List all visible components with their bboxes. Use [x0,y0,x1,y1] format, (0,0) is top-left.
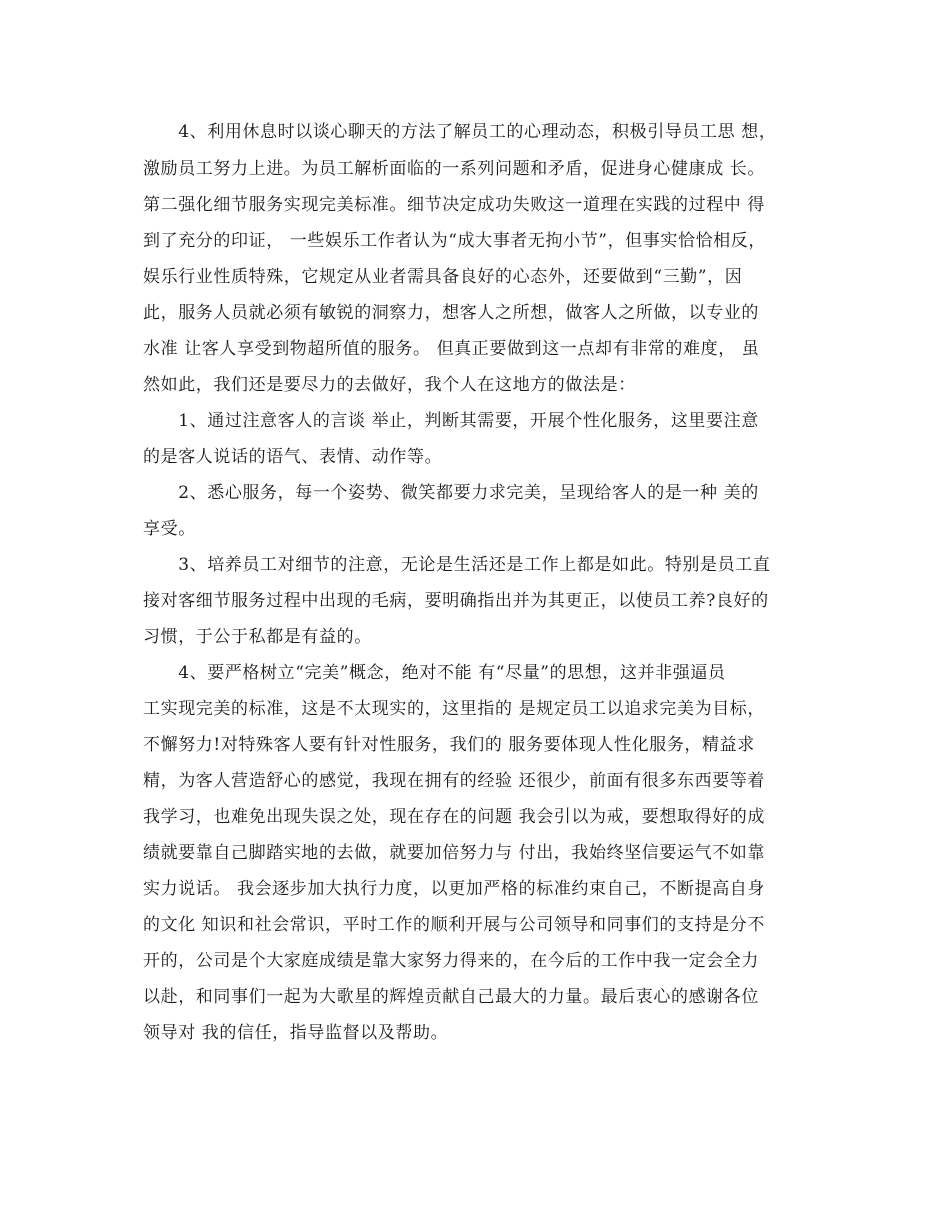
text-line: 我学习，也难免出现失误之处，现在存在的问题 我会引以为戒，要想取得好的成 [143,807,766,827]
text-line: 4、要严格树立“完美”概念，绝对不能 有“尽量”的思想，这并非强逼员 [143,663,726,683]
text-line: 此，服务人员就必须有敏锐的洞察力，想客人之所想，做客人之所做，以专业的 [143,303,759,323]
text-line: 领导对 我的信任，指导监督以及帮助。 [143,1023,449,1043]
text-line: 以赴，和同事们一起为大歌星的辉煌贡献自己最大的力量。最后衷心的感谢各位 [143,987,759,1007]
text-line: 然如此，我们还是要尽力的去做好，我个人在这地方的做法是： [143,375,636,395]
text-line: 精，为客人营造舒心的感觉，我现在拥有的经验 还很少，前面有很多东西要等着 [143,771,766,791]
text-line: 的是客人说话的语气、表情、动作等。 [143,447,443,467]
text-line: 实力说话。 我会逐步加大执行力度，以更加严格的标准约束自己，不断提高自身 [143,879,766,899]
text-line: 4、利用休息时以谈心聊天的方法了解员工的心理动态，积极引导员工思 想， [143,122,777,142]
text-line: 3、培养员工对细节的注意，无论是生活还是工作上都是如此。特别是员工直 [143,555,771,575]
text-line: 绩就要靠自己脚踏实地的去做，就要加倍努力与 付出，我始终坚信要运气不如靠 [143,843,766,863]
text-line: 接对客细节服务过程中出现的毛病，要明确指出并为其更正，以使员工养?良好的 [143,591,769,611]
text-line: 到了充分的印证， 一些娱乐工作者认为“成大事者无拘小节”，但事实恰恰相反， [143,231,766,251]
text-line: 不懈努力!对特殊客人要有针对性服务，我们的 服务要体现人性化服务，精益求 [143,735,755,755]
text-line: 的文化 知识和社会常识，平时工作的顺利开展与公司领导和同事们的支持是分不 [143,915,766,935]
text-line: 开的，公司是个大家庭成绩是靠大家努力得来的，在今后的工作中我一定会全力 [143,951,759,971]
text-line: 2、悉心服务，每一个姿势、微笑都要力求完美，呈现给客人的是一种 美的 [143,483,759,503]
text-line: 享受。 [143,519,196,539]
text-line: 工实现完美的标准，这是不太现实的，这里指的 是规定员工以追求完美为目标， [143,699,766,719]
text-line: 第二强化细节服务实现完美标准。细节决定成功失败这一道理在实践的过程中 得 [143,195,766,215]
text-line: 娱乐行业性质特殊，它规定从业者需具备良好的心态外，还要做到“三勤”，因 [143,267,743,287]
text-line: 1、通过注意客人的言谈 举止，判断其需要，开展个性化服务，这里要注意 [143,411,759,431]
text-line: 激励员工努力上进。为员工解析面临的一系列问题和矛盾，促进身心健康成 长。 [143,159,766,179]
text-line: 水准 让客人享受到物超所值的服务。 但真正要做到这一点却有非常的难度， 虽 [143,339,760,359]
text-line: 习惯，于公于私都是有益的。 [143,627,372,647]
